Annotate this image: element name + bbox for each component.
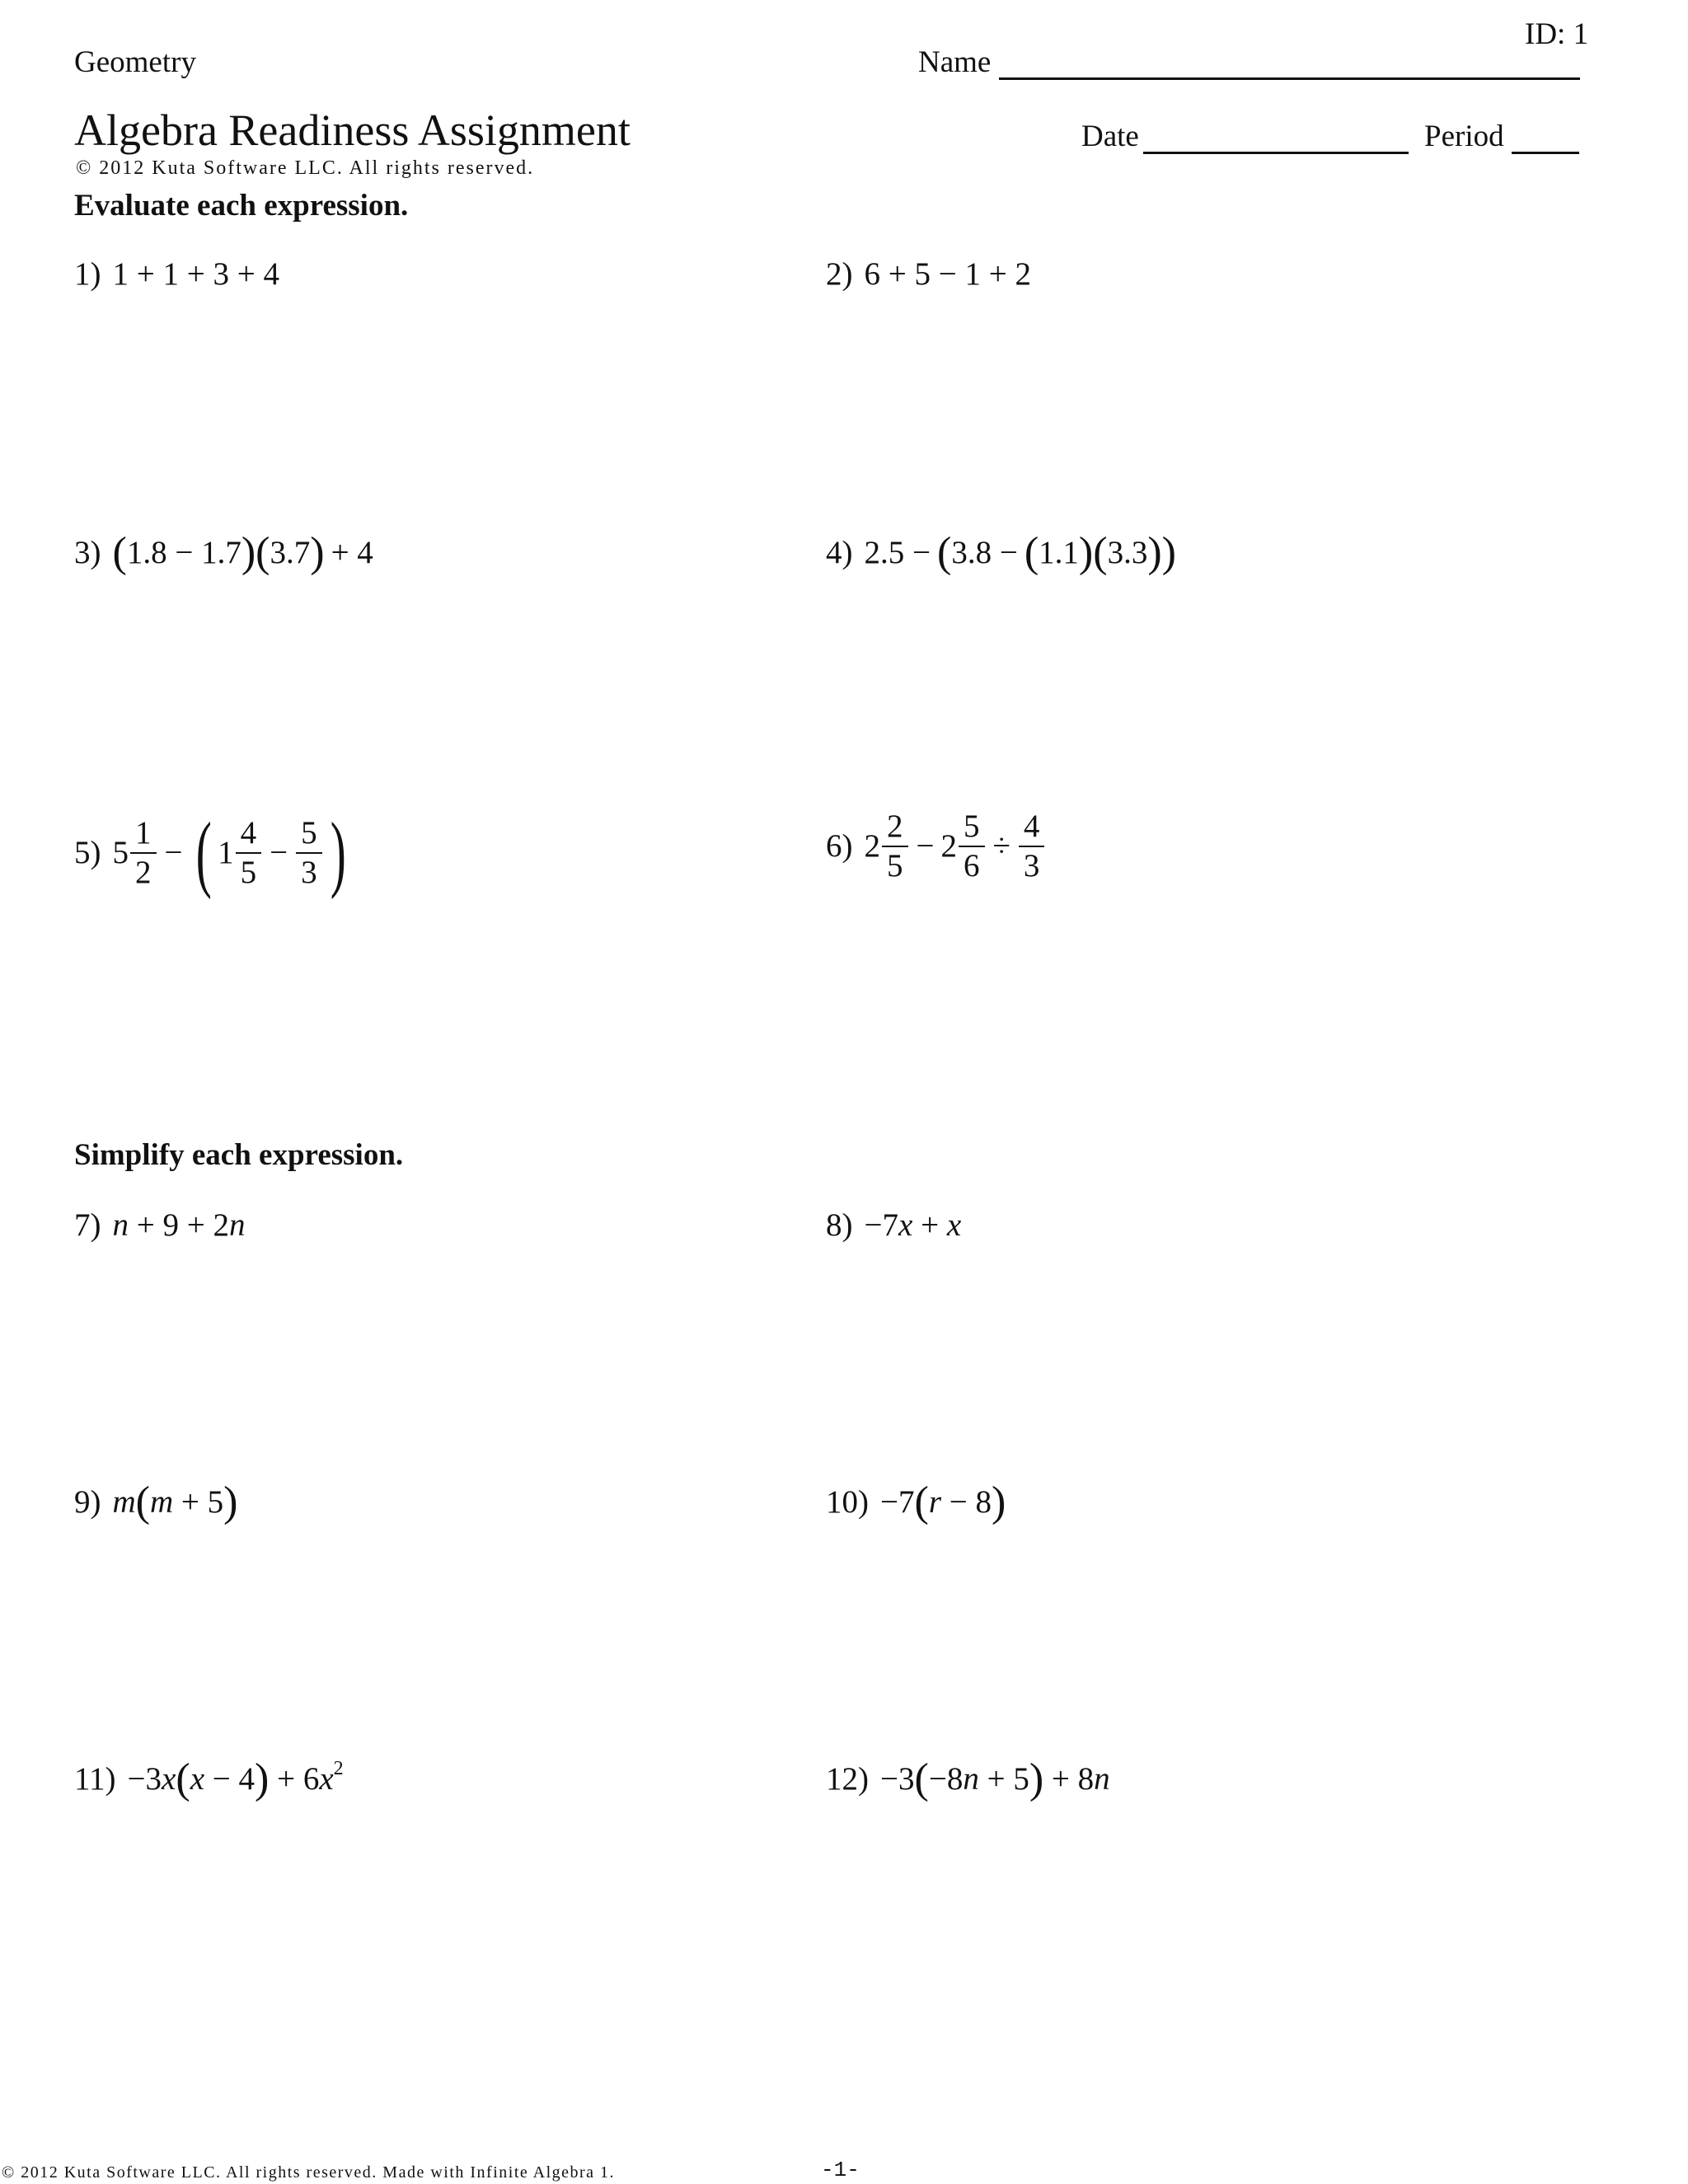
coefficient: −3 bbox=[880, 1761, 915, 1797]
paren-close: ) bbox=[1078, 529, 1094, 576]
denominator: 3 bbox=[301, 855, 317, 890]
coefficient: −7 bbox=[880, 1484, 915, 1520]
problem-4 bbox=[826, 529, 1176, 576]
problem-number: 6) bbox=[826, 828, 853, 864]
problem-number: 4) bbox=[826, 535, 853, 570]
numerator: 4 bbox=[1019, 808, 1045, 847]
footer-copyright: © 2012 Kuta Software LLC. All rights reserved. Made with Infinite Algebra 1. bbox=[2, 2163, 616, 2182]
variable: n bbox=[229, 1207, 246, 1243]
whole-number: 5 bbox=[112, 835, 129, 870]
expression: 6 + 5 − 1 + 2 bbox=[864, 256, 1031, 292]
fraction bbox=[296, 814, 322, 892]
paren-close: ) bbox=[255, 1755, 270, 1802]
expression-part: 3.3 bbox=[1107, 535, 1148, 570]
problem-number: 10) bbox=[826, 1484, 869, 1520]
page-number: -1- bbox=[821, 2158, 860, 2182]
whole-number: 2 bbox=[940, 828, 957, 864]
expression-part: + bbox=[912, 1207, 947, 1243]
paren-close: ) bbox=[330, 805, 346, 900]
variable: x bbox=[319, 1761, 334, 1797]
problem-6 bbox=[826, 808, 1046, 885]
page-title: Algebra Readiness Assignment bbox=[74, 105, 631, 155]
paren-close: ) bbox=[992, 1479, 1006, 1526]
denominator: 5 bbox=[887, 848, 903, 883]
variable: r bbox=[928, 1484, 942, 1520]
problem-number: 12) bbox=[826, 1761, 869, 1797]
expression-part: 3.7 bbox=[270, 535, 311, 570]
coefficient: −7 bbox=[864, 1207, 898, 1243]
variable: n bbox=[963, 1761, 979, 1797]
expression-part: 3.8 − bbox=[951, 535, 1018, 570]
variable: x bbox=[190, 1761, 204, 1797]
problem-8 bbox=[826, 1207, 961, 1244]
problem-number: 3) bbox=[74, 535, 101, 570]
problem-number: 9) bbox=[74, 1484, 101, 1520]
expression-part: − 4 bbox=[204, 1761, 255, 1797]
coefficient: −8 bbox=[928, 1761, 964, 1797]
operator: − bbox=[270, 835, 288, 870]
period-blank[interactable] bbox=[1512, 152, 1579, 154]
expression-part: + 5 bbox=[978, 1761, 1029, 1797]
problem-2 bbox=[826, 255, 1031, 293]
variable: n bbox=[112, 1207, 129, 1243]
expression-part: 1.8 − 1.7 bbox=[126, 535, 241, 570]
paren-open: ( bbox=[914, 1479, 929, 1526]
problem-number: 5) bbox=[74, 835, 101, 870]
paren-open: ( bbox=[195, 805, 212, 900]
paren-close: ) bbox=[310, 529, 325, 576]
paren-open: ( bbox=[1024, 529, 1039, 576]
expression: 1 + 1 + 3 + 4 bbox=[112, 256, 279, 292]
paren-open: ( bbox=[256, 529, 270, 576]
problem-10 bbox=[826, 1479, 1006, 1526]
denominator: 3 bbox=[1023, 848, 1040, 883]
whole-number: 2 bbox=[864, 828, 880, 864]
paren-close: ) bbox=[1029, 1755, 1044, 1802]
section-heading-simplify: Simplify each expression. bbox=[74, 1138, 404, 1172]
paren-close: ) bbox=[223, 1479, 238, 1526]
operator: ÷ bbox=[992, 828, 1010, 864]
expression-part: + 6 bbox=[269, 1761, 320, 1797]
name-label: Name bbox=[918, 45, 992, 79]
period-label: Period bbox=[1424, 120, 1504, 153]
paren-close: )) bbox=[1147, 529, 1176, 576]
paren-open: ( bbox=[914, 1755, 929, 1802]
variable: x bbox=[946, 1207, 962, 1243]
paren-open: ( bbox=[176, 1755, 190, 1802]
fraction bbox=[130, 814, 157, 892]
expression-part: 1.1 bbox=[1039, 535, 1079, 570]
problem-7 bbox=[74, 1207, 246, 1244]
operator: − bbox=[164, 835, 183, 870]
expression-part: + 4 bbox=[331, 535, 373, 570]
paren-open: ( bbox=[937, 529, 952, 576]
problem-3 bbox=[74, 529, 373, 576]
variable: m bbox=[150, 1484, 174, 1520]
numerator: 5 bbox=[296, 814, 322, 854]
denominator: 6 bbox=[964, 848, 980, 883]
expression-part: + 5 bbox=[173, 1484, 224, 1520]
variable: m bbox=[112, 1484, 136, 1520]
problem-number: 2) bbox=[826, 256, 853, 292]
problem-number: 11) bbox=[74, 1761, 116, 1797]
numerator: 2 bbox=[882, 808, 908, 847]
section-heading-evaluate: Evaluate each expression. bbox=[74, 189, 409, 223]
denominator: 5 bbox=[240, 855, 257, 890]
denominator: 2 bbox=[135, 855, 152, 890]
numerator: 5 bbox=[959, 808, 985, 847]
coefficient: −3 bbox=[127, 1761, 162, 1797]
variable: n bbox=[1094, 1761, 1110, 1797]
variable: x bbox=[162, 1761, 176, 1797]
problem-number: 8) bbox=[826, 1207, 853, 1243]
date-label: Date bbox=[1081, 120, 1139, 153]
operator: − bbox=[916, 828, 935, 864]
name-blank[interactable] bbox=[999, 77, 1580, 80]
problem-number: 1) bbox=[74, 256, 101, 292]
expression-part: 2.5 − bbox=[864, 535, 931, 570]
paren-open: ( bbox=[135, 1479, 150, 1526]
numerator: 1 bbox=[130, 814, 157, 854]
copyright-header: © 2012 Kuta Software LLC. All rights reserved. bbox=[76, 157, 535, 179]
paren-open: ( bbox=[1093, 529, 1108, 576]
fraction bbox=[959, 808, 985, 885]
problem-11 bbox=[74, 1755, 344, 1802]
problem-5 bbox=[74, 805, 352, 900]
fraction bbox=[1019, 808, 1045, 885]
fraction bbox=[882, 808, 908, 885]
problem-number: 7) bbox=[74, 1207, 101, 1243]
worksheet-id: ID: 1 bbox=[1525, 17, 1589, 51]
variable: x bbox=[898, 1207, 913, 1243]
date-blank[interactable] bbox=[1143, 152, 1409, 154]
problem-12 bbox=[826, 1755, 1110, 1802]
paren-close: ) bbox=[241, 529, 256, 576]
problem-9 bbox=[74, 1479, 238, 1526]
problem-1 bbox=[74, 255, 279, 293]
expression-part: − 8 bbox=[941, 1484, 992, 1520]
expression-part: + 8 bbox=[1043, 1761, 1095, 1797]
exponent: 2 bbox=[333, 1758, 344, 1779]
paren-open: ( bbox=[112, 529, 127, 576]
course-name: Geometry bbox=[74, 45, 196, 79]
expression-part: + 9 + 2 bbox=[129, 1207, 229, 1243]
whole-number: 1 bbox=[218, 835, 234, 870]
fraction bbox=[236, 814, 262, 892]
numerator: 4 bbox=[236, 814, 262, 854]
